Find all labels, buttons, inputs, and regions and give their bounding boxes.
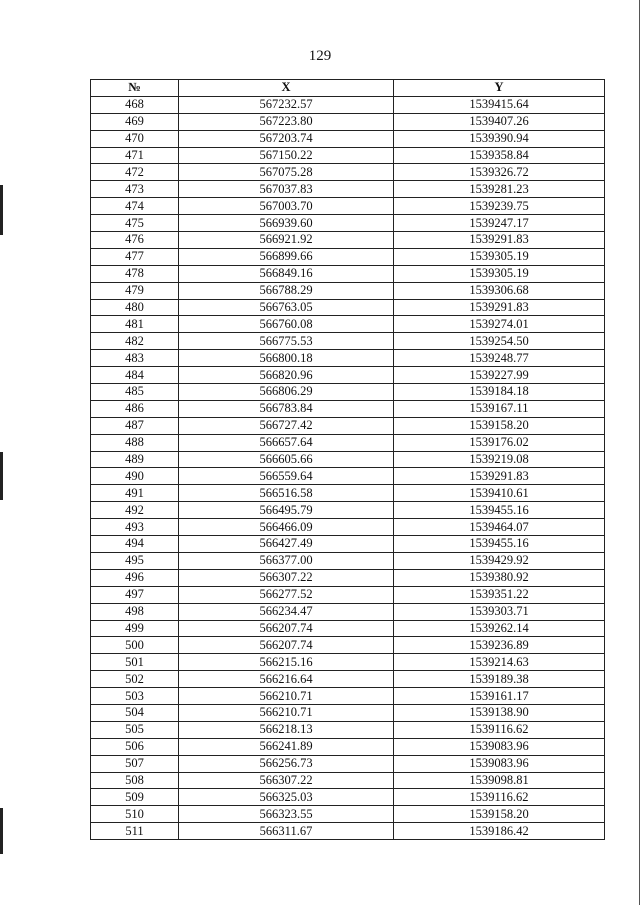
- y-coordinate-cell: 1539186.42: [394, 823, 605, 840]
- point-number-cell: 476: [91, 232, 179, 249]
- x-coordinate-cell: 566800.18: [179, 350, 394, 367]
- x-coordinate-cell: 566495.79: [179, 502, 394, 519]
- x-coordinate-cell: 566216.64: [179, 671, 394, 688]
- y-coordinate-cell: 1539303.71: [394, 603, 605, 620]
- table-row: [91, 350, 605, 367]
- x-coordinate-cell: 566760.08: [179, 316, 394, 333]
- table-row: [91, 552, 605, 569]
- point-number-cell: 504: [91, 704, 179, 721]
- y-coordinate-cell: 1539161.17: [394, 688, 605, 705]
- point-number-cell: 472: [91, 164, 179, 181]
- x-coordinate-cell: 566241.89: [179, 738, 394, 755]
- header-x: X: [179, 80, 394, 97]
- table-row: [91, 755, 605, 772]
- x-coordinate-cell: 566377.00: [179, 552, 394, 569]
- x-coordinate-cell: 566466.09: [179, 519, 394, 536]
- table-row: [91, 400, 605, 417]
- table-row: [91, 181, 605, 198]
- point-number-cell: 486: [91, 400, 179, 417]
- point-number-cell: 507: [91, 755, 179, 772]
- table-row: [91, 671, 605, 688]
- table-row: [91, 502, 605, 519]
- table-row: [91, 704, 605, 721]
- y-coordinate-cell: 1539189.38: [394, 671, 605, 688]
- point-number-cell: 502: [91, 671, 179, 688]
- y-coordinate-cell: 1539390.94: [394, 130, 605, 147]
- table-row: [91, 519, 605, 536]
- table-row: [91, 130, 605, 147]
- y-coordinate-cell: 1539305.19: [394, 265, 605, 282]
- x-coordinate-cell: 566307.22: [179, 569, 394, 586]
- table-row: [91, 654, 605, 671]
- coordinates-table: [90, 79, 605, 840]
- point-number-cell: 477: [91, 248, 179, 265]
- table-row: [91, 823, 605, 840]
- y-coordinate-cell: 1539227.99: [394, 367, 605, 384]
- point-number-cell: 489: [91, 451, 179, 468]
- table-row: [91, 282, 605, 299]
- header-y: Y: [394, 80, 605, 97]
- y-coordinate-cell: 1539410.61: [394, 485, 605, 502]
- table-row: [91, 417, 605, 434]
- table-row: [91, 384, 605, 401]
- point-number-cell: 479: [91, 282, 179, 299]
- point-number-cell: 490: [91, 468, 179, 485]
- table-header-row: [91, 80, 605, 97]
- x-coordinate-cell: 566307.22: [179, 772, 394, 789]
- point-number-cell: 474: [91, 198, 179, 215]
- y-coordinate-cell: 1539176.02: [394, 434, 605, 451]
- table-row: [91, 248, 605, 265]
- point-number-cell: 491: [91, 485, 179, 502]
- point-number-cell: 493: [91, 519, 179, 536]
- point-number-cell: 511: [91, 823, 179, 840]
- y-coordinate-cell: 1539455.16: [394, 536, 605, 553]
- y-coordinate-cell: 1539116.62: [394, 789, 605, 806]
- x-coordinate-cell: 566605.66: [179, 451, 394, 468]
- y-coordinate-cell: 1539291.83: [394, 299, 605, 316]
- table-row: [91, 367, 605, 384]
- y-coordinate-cell: 1539429.92: [394, 552, 605, 569]
- table-row: [91, 451, 605, 468]
- y-coordinate-cell: 1539291.83: [394, 232, 605, 249]
- y-coordinate-cell: 1539158.20: [394, 417, 605, 434]
- y-coordinate-cell: 1539358.84: [394, 147, 605, 164]
- point-number-cell: 483: [91, 350, 179, 367]
- table-row: [91, 688, 605, 705]
- x-coordinate-cell: 566763.05: [179, 299, 394, 316]
- y-coordinate-cell: 1539415.64: [394, 96, 605, 113]
- table-row: [91, 316, 605, 333]
- x-coordinate-cell: 566323.55: [179, 806, 394, 823]
- point-number-cell: 496: [91, 569, 179, 586]
- point-number-cell: 480: [91, 299, 179, 316]
- point-number-cell: 485: [91, 384, 179, 401]
- point-number-cell: 510: [91, 806, 179, 823]
- x-coordinate-cell: 566325.03: [179, 789, 394, 806]
- table-row: [91, 772, 605, 789]
- point-number-cell: 471: [91, 147, 179, 164]
- point-number-cell: 487: [91, 417, 179, 434]
- x-coordinate-cell: 566277.52: [179, 586, 394, 603]
- x-coordinate-cell: 566516.58: [179, 485, 394, 502]
- y-coordinate-cell: 1539083.96: [394, 738, 605, 755]
- table-body: [91, 96, 605, 839]
- x-coordinate-cell: 566311.67: [179, 823, 394, 840]
- point-number-cell: 475: [91, 215, 179, 232]
- table-row: [91, 806, 605, 823]
- y-coordinate-cell: 1539407.26: [394, 113, 605, 130]
- x-coordinate-cell: 566806.29: [179, 384, 394, 401]
- y-coordinate-cell: 1539254.50: [394, 333, 605, 350]
- point-number-cell: 494: [91, 536, 179, 553]
- y-coordinate-cell: 1539274.01: [394, 316, 605, 333]
- y-coordinate-cell: 1539464.07: [394, 519, 605, 536]
- scan-edge-left: [0, 452, 3, 500]
- x-coordinate-cell: 566727.42: [179, 417, 394, 434]
- y-coordinate-cell: 1539158.20: [394, 806, 605, 823]
- y-coordinate-cell: 1539167.11: [394, 400, 605, 417]
- page-number: 129: [308, 48, 332, 64]
- point-number-cell: 478: [91, 265, 179, 282]
- y-coordinate-cell: 1539306.68: [394, 282, 605, 299]
- x-coordinate-cell: 566559.64: [179, 468, 394, 485]
- x-coordinate-cell: 567150.22: [179, 147, 394, 164]
- header-number: №: [91, 80, 179, 97]
- point-number-cell: 469: [91, 113, 179, 130]
- table-row: [91, 603, 605, 620]
- point-number-cell: 484: [91, 367, 179, 384]
- y-coordinate-cell: 1539262.14: [394, 620, 605, 637]
- x-coordinate-cell: 566210.71: [179, 704, 394, 721]
- table-row: [91, 215, 605, 232]
- table-row: [91, 569, 605, 586]
- y-coordinate-cell: 1539305.19: [394, 248, 605, 265]
- table-row: [91, 434, 605, 451]
- x-coordinate-cell: 566215.16: [179, 654, 394, 671]
- table-row: [91, 468, 605, 485]
- table-row: [91, 147, 605, 164]
- table-row: [91, 232, 605, 249]
- x-coordinate-cell: 567232.57: [179, 96, 394, 113]
- y-coordinate-cell: 1539184.18: [394, 384, 605, 401]
- point-number-cell: 505: [91, 721, 179, 738]
- y-coordinate-cell: 1539326.72: [394, 164, 605, 181]
- x-coordinate-cell: 567223.80: [179, 113, 394, 130]
- y-coordinate-cell: 1539138.90: [394, 704, 605, 721]
- table-row: [91, 586, 605, 603]
- point-number-cell: 506: [91, 738, 179, 755]
- y-coordinate-cell: 1539380.92: [394, 569, 605, 586]
- point-number-cell: 470: [91, 130, 179, 147]
- x-coordinate-cell: 566775.53: [179, 333, 394, 350]
- y-coordinate-cell: 1539116.62: [394, 721, 605, 738]
- table-row: [91, 299, 605, 316]
- point-number-cell: 509: [91, 789, 179, 806]
- y-coordinate-cell: 1539247.17: [394, 215, 605, 232]
- point-number-cell: 492: [91, 502, 179, 519]
- point-number-cell: 508: [91, 772, 179, 789]
- point-number-cell: 498: [91, 603, 179, 620]
- x-coordinate-cell: 566783.84: [179, 400, 394, 417]
- x-coordinate-cell: 566921.92: [179, 232, 394, 249]
- point-number-cell: 503: [91, 688, 179, 705]
- point-number-cell: 481: [91, 316, 179, 333]
- x-coordinate-cell: 566939.60: [179, 215, 394, 232]
- x-coordinate-cell: 566207.74: [179, 620, 394, 637]
- y-coordinate-cell: 1539291.83: [394, 468, 605, 485]
- x-coordinate-cell: 566427.49: [179, 536, 394, 553]
- x-coordinate-cell: 567003.70: [179, 198, 394, 215]
- point-number-cell: 497: [91, 586, 179, 603]
- table-row: [91, 198, 605, 215]
- point-number-cell: 482: [91, 333, 179, 350]
- point-number-cell: 468: [91, 96, 179, 113]
- scan-edge-left: [0, 808, 3, 854]
- point-number-cell: 501: [91, 654, 179, 671]
- table-row: [91, 721, 605, 738]
- y-coordinate-cell: 1539219.08: [394, 451, 605, 468]
- table-row: [91, 620, 605, 637]
- x-coordinate-cell: 567037.83: [179, 181, 394, 198]
- y-coordinate-cell: 1539083.96: [394, 755, 605, 772]
- x-coordinate-cell: 566788.29: [179, 282, 394, 299]
- table-row: [91, 485, 605, 502]
- table-row: [91, 536, 605, 553]
- y-coordinate-cell: 1539214.63: [394, 654, 605, 671]
- scan-edge-left: [0, 185, 3, 235]
- x-coordinate-cell: 566256.73: [179, 755, 394, 772]
- table-row: [91, 265, 605, 282]
- table-row: [91, 637, 605, 654]
- point-number-cell: 473: [91, 181, 179, 198]
- x-coordinate-cell: 566657.64: [179, 434, 394, 451]
- x-coordinate-cell: 567203.74: [179, 130, 394, 147]
- point-number-cell: 488: [91, 434, 179, 451]
- x-coordinate-cell: 566207.74: [179, 637, 394, 654]
- table-row: [91, 164, 605, 181]
- x-coordinate-cell: 566218.13: [179, 721, 394, 738]
- y-coordinate-cell: 1539281.23: [394, 181, 605, 198]
- table-row: [91, 789, 605, 806]
- y-coordinate-cell: 1539098.81: [394, 772, 605, 789]
- y-coordinate-cell: 1539351.22: [394, 586, 605, 603]
- x-coordinate-cell: 566820.96: [179, 367, 394, 384]
- x-coordinate-cell: 567075.28: [179, 164, 394, 181]
- table-row: [91, 96, 605, 113]
- table-row: [91, 333, 605, 350]
- point-number-cell: 499: [91, 620, 179, 637]
- y-coordinate-cell: 1539236.89: [394, 637, 605, 654]
- table-row: [91, 113, 605, 130]
- x-coordinate-cell: 566210.71: [179, 688, 394, 705]
- x-coordinate-cell: 566849.16: [179, 265, 394, 282]
- x-coordinate-cell: 566234.47: [179, 603, 394, 620]
- y-coordinate-cell: 1539239.75: [394, 198, 605, 215]
- point-number-cell: 500: [91, 637, 179, 654]
- x-coordinate-cell: 566899.66: [179, 248, 394, 265]
- point-number-cell: 495: [91, 552, 179, 569]
- table-row: [91, 738, 605, 755]
- y-coordinate-cell: 1539248.77: [394, 350, 605, 367]
- y-coordinate-cell: 1539455.16: [394, 502, 605, 519]
